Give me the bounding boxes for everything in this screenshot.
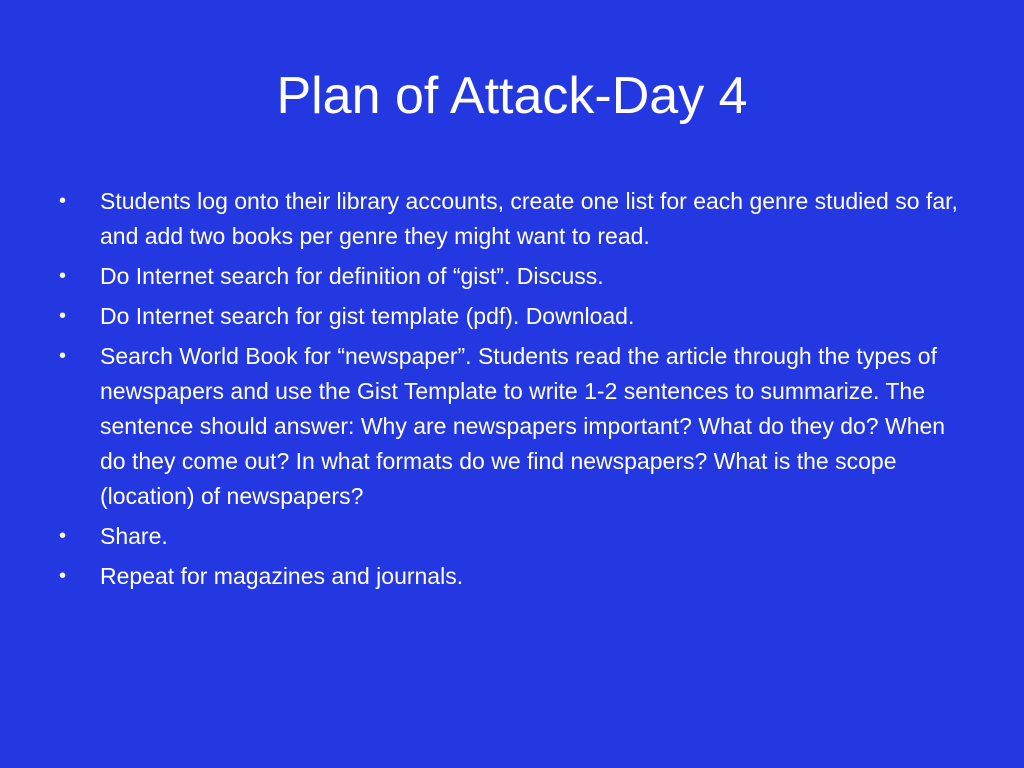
bullet-icon: • [59, 265, 67, 287]
bullet-item [56, 184, 968, 254]
bullet-icon: • [59, 565, 67, 587]
bullet-icon: • [59, 345, 67, 367]
bullet-text: Students log onto their library accounts, create one list for each genre studied so far, and add two books per genre they might want to read. [100, 188, 958, 249]
bullet-item [56, 299, 968, 334]
bullet-text: Do Internet search for definition of “gist”. Discuss. [100, 263, 604, 289]
bullet-text: Share. [100, 523, 168, 549]
slide-title: Plan of Attack-Day 4 [276, 67, 748, 125]
bullet-icon: • [59, 525, 67, 547]
bullet-item [56, 519, 968, 554]
bullet-item [56, 259, 968, 294]
bullet-text: Search World Book for “newspaper”. Students read the article through the types of newspapers and use the Gist Template to write 1-2 sentences to summarize. The sentence should answer: Why are newspapers important? What do they do? When do they come out? In what formats do we find newspapers? What is the scope (location) of newspapers? [100, 343, 946, 509]
bullet-list [56, 184, 968, 599]
bullet-text: Do Internet search for gist template (pdf). Download. [100, 303, 635, 329]
bullet-item [56, 559, 968, 594]
bullet-item [56, 339, 968, 514]
bullet-text: Repeat for magazines and journals. [100, 563, 464, 589]
bullet-icon: • [59, 190, 67, 212]
bullet-icon: • [59, 305, 67, 327]
